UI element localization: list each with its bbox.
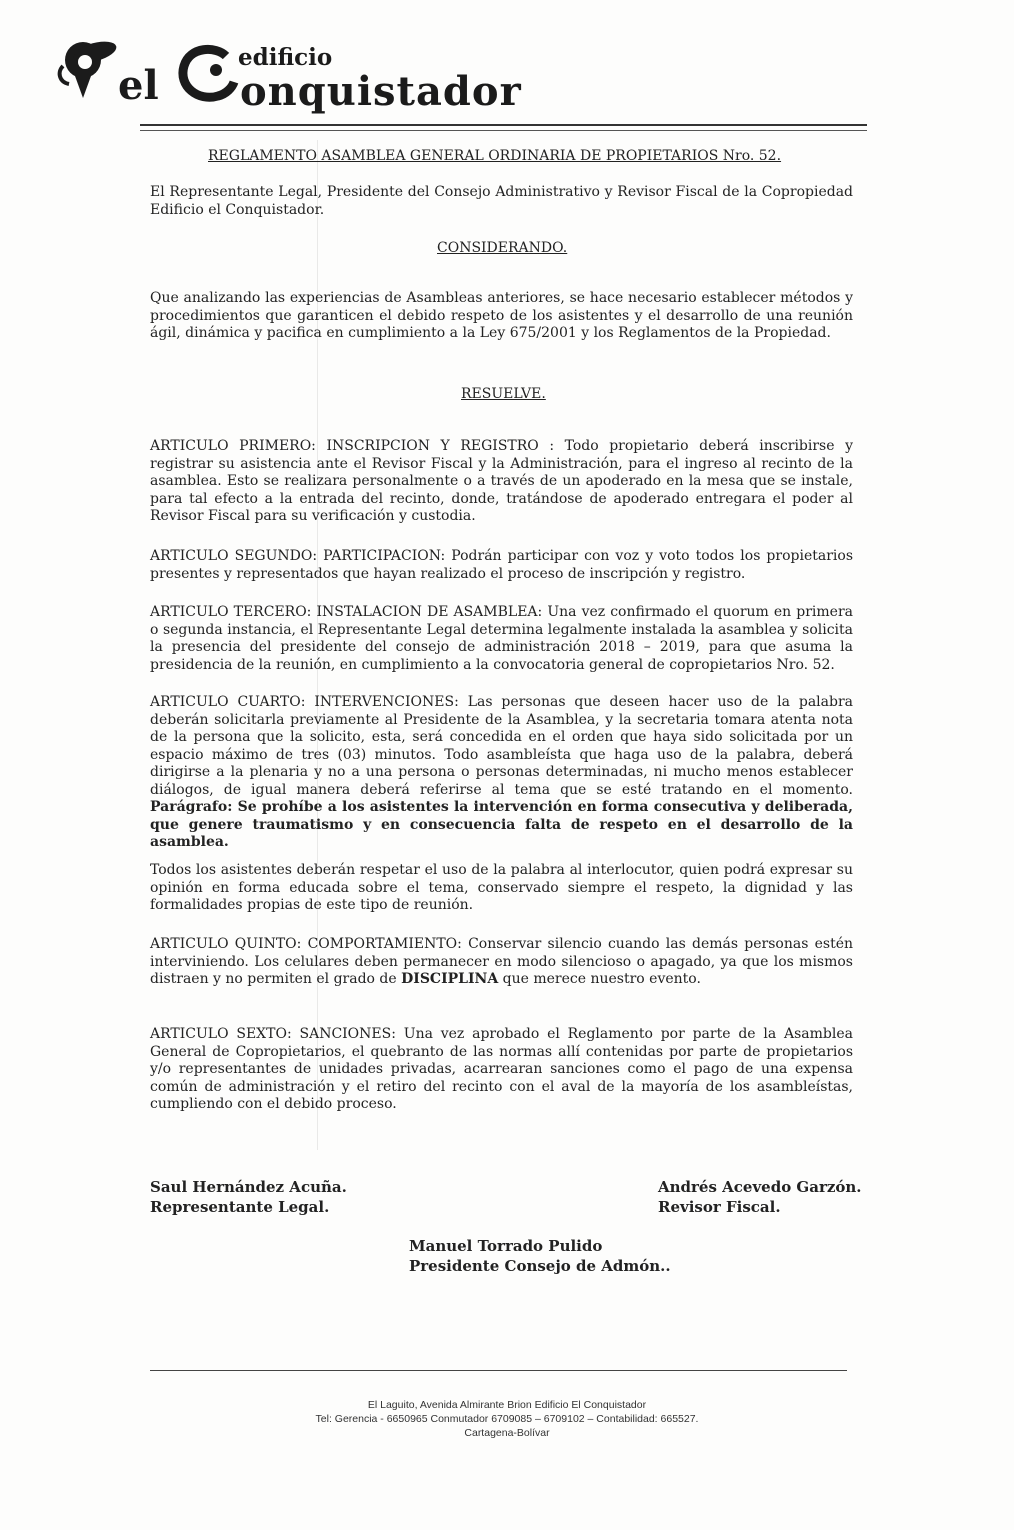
considerando-paragraph: Que analizando las experiencias de Asambleas anteriores, se hace necesario establecer métodos y procedimientos que garanticen el debido respeto de los asistentes y el desarrollo de una reunión ágil, dinámica y pacifica en cumplimiento a la Ley 675/2001 y los Reglamentos de la Propiedad. bbox=[150, 290, 853, 341]
article-1-title: ARTICULO PRIMERO: INSCRIPCION Y REGISTRO bbox=[150, 438, 539, 454]
signature-revisor-role: Revisor Fiscal. bbox=[658, 1198, 781, 1216]
article-5-end: que merece nuestro evento. bbox=[498, 971, 701, 987]
header-rule-thin bbox=[140, 130, 867, 131]
article-6 bbox=[150, 1026, 853, 1114]
article-4-paragrafo: Parágrafo: Se prohíbe a los asistentes la intervención en forma consecutiva y deliberada, que genere traumatismo y en consecuencia falta de respeto en el desarrollo de la asamblea. bbox=[150, 799, 853, 850]
logo-el-text: el bbox=[118, 62, 159, 109]
article-5-bold: DISCIPLINA bbox=[401, 971, 499, 987]
logo-c-icon bbox=[176, 44, 240, 104]
signature-presidente-role: Presidente Consejo de Admón.. bbox=[409, 1257, 671, 1275]
signature-presidente bbox=[409, 1236, 671, 1276]
article-4 bbox=[150, 694, 853, 852]
signature-presidente-name: Manuel Torrado Pulido bbox=[409, 1237, 603, 1255]
footer-city: Cartagena-Bolívar bbox=[464, 1427, 550, 1439]
article-2-text: : Podrán participar con voz y voto todos los propietarios presentes y representados que hayan realizado el proceso de inscripción y registro. bbox=[150, 548, 853, 582]
article-5-text: Conservar silencio cuando las demás personas estén interviniendo. Los celulares deben permanecer en modo silencioso o apagado, ya que los mismos distraen y no permiten el grado de bbox=[150, 936, 853, 987]
document-title: REGLAMENTO ASAMBLEA GENERAL ORDINARIA DE PROPIETARIOS Nro. 52. bbox=[208, 148, 782, 164]
footer bbox=[0, 1398, 1014, 1440]
article-4-title: ARTICULO CUARTO: INTERVENCIONES: bbox=[150, 694, 459, 710]
article-2-title: ARTICULO SEGUNDO: PARTICIPACION bbox=[150, 548, 441, 564]
signature-revisor bbox=[658, 1177, 862, 1217]
article-6-text: Una vez aprobado el Reglamento por parte de la Asamblea General de Copropietarios, el quebranto de las normas allí contenidas por parte de propietarios y/o representantes de unidades privadas, acarrearan sanciones como el pago de una expensa común de administración y el retiro del recinto con el aval de la mayoría de los asambleístas, cumpliendo con el debido proceso. bbox=[150, 1026, 853, 1112]
footer-phones: Tel: Gerencia - 6650965 Conmutador 6709085 – 6709102 – Contabilidad: 665527. bbox=[315, 1413, 699, 1425]
footer-rule bbox=[150, 1370, 847, 1371]
signature-representante bbox=[150, 1177, 347, 1217]
article-4-extra: Todos los asistentes deberán respetar el uso de la palabra al interlocutor, quien podrá expresar su opinión en forma educada sobre el tema, conservado siempre el respeto, la dignidad y las formalidades propias de este tipo de reunión. bbox=[150, 862, 853, 913]
header-rule bbox=[140, 124, 867, 126]
article-1 bbox=[150, 438, 853, 526]
article-2 bbox=[150, 548, 853, 583]
considerando-heading: CONSIDERANDO. bbox=[437, 240, 568, 256]
article-1-text: : Todo propietario deberá inscribirse y registrar su asistencia ante el Revisor Fiscal y la Administración, para el ingreso al recinto de la asamblea. Esto se realizara personalmente o a través de un apoderado en la mesa que se instale, para tal efecto a la entrada del recinto, donde, tratándose de apoderado entregara el poder al Revisor Fiscal para su verificación y custodia. bbox=[150, 438, 853, 524]
signature-representante-role: Representante Legal. bbox=[150, 1198, 330, 1216]
article-3-title: ARTICULO TERCERO: INSTALACION DE ASAMBLEA: bbox=[150, 604, 543, 620]
logo-conquistador-text: onquistador bbox=[240, 68, 522, 115]
article-4-text: Las personas que deseen hacer uso de la palabra deberán solicitarla previamente al Presidente de la Asamblea, y la secretaria tomara atenta nota de la persona que la solicito, esta, será concedida en el orden que haya sido solicitada por un espacio máximo de tres (03) minutos. Todo asambleísta que haga uso de la palabra, deberá dirigirse a la plenaria y no a una persona o personas determinadas, ni mucho menos establecer diálogos, de igual manera deberá referirse al tema que se esté tratando en el momento. bbox=[150, 694, 854, 798]
article-5-title: ARTICULO QUINTO: COMPORTAMIENTO: bbox=[150, 936, 462, 952]
signature-revisor-name: Andrés Acevedo Garzón. bbox=[658, 1178, 862, 1196]
article-5 bbox=[150, 936, 853, 989]
logo-emblem-icon bbox=[55, 36, 125, 106]
footer-address: El Laguito, Avenida Almirante Brion Edificio El Conquistador bbox=[367, 1399, 647, 1411]
signature-representante-name: Saul Hernández Acuña. bbox=[150, 1178, 347, 1196]
resuelve-heading: RESUELVE. bbox=[461, 386, 546, 402]
article-3-text: Una vez confirmado el quorum en primera o segunda instancia, el Representante Legal determina legalmente instalada la asamblea y solicita la presencia del presidente del consejo de administración 2018 – 2019, para que asuma la presidencia de la reunión, en cumplimiento a la convocatoria general de copropietarios Nro. 52. bbox=[150, 604, 854, 673]
logo-edificio-text: edificio bbox=[238, 44, 333, 71]
article-3 bbox=[150, 604, 853, 674]
article-6-title: ARTICULO SEXTO: SANCIONES: bbox=[150, 1026, 396, 1042]
intro-paragraph: El Representante Legal, Presidente del Consejo Administrativo y Revisor Fiscal de la Copropiedad Edificio el Conquistador. bbox=[150, 184, 853, 218]
